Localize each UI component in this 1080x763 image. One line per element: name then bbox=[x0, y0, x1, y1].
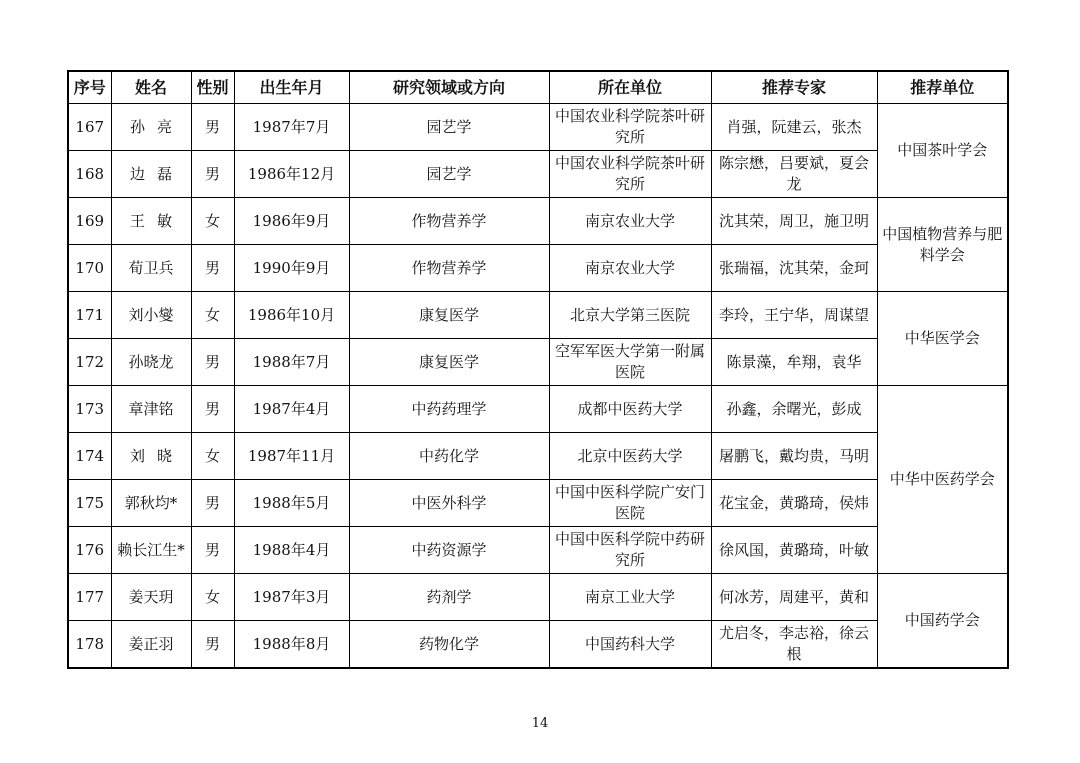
cell-birth: 1986年9月 bbox=[234, 198, 349, 245]
candidate-table bbox=[67, 70, 1009, 669]
cell-unit: 中国中医科学院中药研究所 bbox=[549, 527, 711, 574]
table-row bbox=[68, 480, 1008, 527]
cell-field: 中药化学 bbox=[349, 433, 549, 480]
cell-no: 171 bbox=[68, 292, 111, 339]
cell-gender: 男 bbox=[191, 151, 234, 198]
cell-gender: 女 bbox=[191, 292, 234, 339]
cell-birth: 1987年11月 bbox=[234, 433, 349, 480]
table-row bbox=[68, 433, 1008, 480]
cell-unit: 南京农业大学 bbox=[549, 245, 711, 292]
cell-name: 章津铭 bbox=[111, 386, 191, 433]
cell-no: 174 bbox=[68, 433, 111, 480]
cell-name: 边磊 bbox=[111, 151, 191, 198]
header-field: 研究领域或方向 bbox=[349, 71, 549, 104]
cell-field: 中医外科学 bbox=[349, 480, 549, 527]
header-gender: 性别 bbox=[191, 71, 234, 104]
cell-field: 康复医学 bbox=[349, 292, 549, 339]
page-number: 14 bbox=[531, 716, 549, 731]
header-unit: 所在单位 bbox=[549, 71, 711, 104]
cell-unit: 空军军医大学第一附属医院 bbox=[549, 339, 711, 386]
table-row bbox=[68, 151, 1008, 198]
cell-recommender: 中国药学会 bbox=[877, 574, 1008, 669]
cell-experts: 尤启冬，李志裕，徐云根 bbox=[711, 621, 877, 669]
cell-field: 药剂学 bbox=[349, 574, 549, 621]
cell-birth: 1988年7月 bbox=[234, 339, 349, 386]
cell-experts: 屠鹏飞，戴均贵，马明 bbox=[711, 433, 877, 480]
cell-unit: 南京工业大学 bbox=[549, 574, 711, 621]
cell-no: 175 bbox=[68, 480, 111, 527]
cell-experts: 何冰芳，周建平，黄和 bbox=[711, 574, 877, 621]
cell-unit: 中国中医科学院广安门医院 bbox=[549, 480, 711, 527]
cell-unit: 南京农业大学 bbox=[549, 198, 711, 245]
cell-field: 作物营养学 bbox=[349, 198, 549, 245]
table-row bbox=[68, 245, 1008, 292]
header-recommender: 推荐单位 bbox=[877, 71, 1008, 104]
table-row bbox=[68, 621, 1008, 669]
cell-unit: 中国农业科学院茶叶研究所 bbox=[549, 151, 711, 198]
cell-field: 中药药理学 bbox=[349, 386, 549, 433]
cell-experts: 孙鑫，余曙光，彭成 bbox=[711, 386, 877, 433]
cell-birth: 1987年7月 bbox=[234, 104, 349, 151]
header-birth: 出生年月 bbox=[234, 71, 349, 104]
table-row bbox=[68, 386, 1008, 433]
cell-experts: 花宝金，黄璐琦，侯炜 bbox=[711, 480, 877, 527]
cell-birth: 1988年8月 bbox=[234, 621, 349, 669]
cell-gender: 男 bbox=[191, 386, 234, 433]
header-experts: 推荐专家 bbox=[711, 71, 877, 104]
header-name: 姓名 bbox=[111, 71, 191, 104]
cell-birth: 1986年10月 bbox=[234, 292, 349, 339]
cell-gender: 男 bbox=[191, 527, 234, 574]
cell-name: 姜天玥 bbox=[111, 574, 191, 621]
cell-experts: 沈其荣，周卫，施卫明 bbox=[711, 198, 877, 245]
cell-gender: 女 bbox=[191, 198, 234, 245]
cell-experts: 张瑞福，沈其荣，金珂 bbox=[711, 245, 877, 292]
cell-experts: 徐风国，黄璐琦，叶敏 bbox=[711, 527, 877, 574]
cell-gender: 女 bbox=[191, 574, 234, 621]
cell-name: 荀卫兵 bbox=[111, 245, 191, 292]
cell-no: 178 bbox=[68, 621, 111, 669]
cell-name: 郭秋均* bbox=[111, 480, 191, 527]
table-row bbox=[68, 104, 1008, 151]
cell-recommender: 中华医学会 bbox=[877, 292, 1008, 386]
cell-birth: 1988年4月 bbox=[234, 527, 349, 574]
cell-no: 172 bbox=[68, 339, 111, 386]
cell-field: 作物营养学 bbox=[349, 245, 549, 292]
cell-birth: 1990年9月 bbox=[234, 245, 349, 292]
cell-name: 孙晓龙 bbox=[111, 339, 191, 386]
table-row bbox=[68, 527, 1008, 574]
cell-experts: 陈宗懋，吕要斌，夏会龙 bbox=[711, 151, 877, 198]
cell-no: 168 bbox=[68, 151, 111, 198]
cell-field: 园艺学 bbox=[349, 104, 549, 151]
cell-gender: 男 bbox=[191, 104, 234, 151]
cell-recommender: 中国茶叶学会 bbox=[877, 104, 1008, 198]
cell-gender: 女 bbox=[191, 433, 234, 480]
cell-no: 176 bbox=[68, 527, 111, 574]
cell-unit: 中国药科大学 bbox=[549, 621, 711, 669]
table-row bbox=[68, 292, 1008, 339]
cell-no: 169 bbox=[68, 198, 111, 245]
cell-gender: 男 bbox=[191, 621, 234, 669]
table-row bbox=[68, 574, 1008, 621]
cell-unit: 北京大学第三医院 bbox=[549, 292, 711, 339]
cell-name: 赖长江生* bbox=[111, 527, 191, 574]
cell-name: 刘晓 bbox=[111, 433, 191, 480]
cell-unit: 北京中医药大学 bbox=[549, 433, 711, 480]
cell-field: 园艺学 bbox=[349, 151, 549, 198]
cell-experts: 肖强，阮建云，张杰 bbox=[711, 104, 877, 151]
cell-no: 167 bbox=[68, 104, 111, 151]
cell-gender: 男 bbox=[191, 480, 234, 527]
cell-birth: 1987年4月 bbox=[234, 386, 349, 433]
cell-unit: 成都中医药大学 bbox=[549, 386, 711, 433]
cell-no: 170 bbox=[68, 245, 111, 292]
cell-birth: 1988年5月 bbox=[234, 480, 349, 527]
cell-experts: 李玲，王宁华，周谋望 bbox=[711, 292, 877, 339]
cell-birth: 1986年12月 bbox=[234, 151, 349, 198]
cell-experts: 陈景藻，牟翔，袁华 bbox=[711, 339, 877, 386]
cell-no: 177 bbox=[68, 574, 111, 621]
cell-field: 康复医学 bbox=[349, 339, 549, 386]
cell-field: 药物化学 bbox=[349, 621, 549, 669]
cell-name: 姜正羽 bbox=[111, 621, 191, 669]
cell-gender: 男 bbox=[191, 245, 234, 292]
cell-name: 孙亮 bbox=[111, 104, 191, 151]
cell-no: 173 bbox=[68, 386, 111, 433]
table-row bbox=[68, 198, 1008, 245]
cell-gender: 男 bbox=[191, 339, 234, 386]
cell-unit: 中国农业科学院茶叶研究所 bbox=[549, 104, 711, 151]
cell-recommender: 中国植物营养与肥料学会 bbox=[877, 198, 1008, 292]
cell-birth: 1987年3月 bbox=[234, 574, 349, 621]
cell-field: 中药资源学 bbox=[349, 527, 549, 574]
header-no: 序号 bbox=[68, 71, 111, 104]
cell-name: 王敏 bbox=[111, 198, 191, 245]
cell-recommender: 中华中医药学会 bbox=[877, 386, 1008, 574]
header-row bbox=[68, 71, 1008, 104]
cell-name: 刘小燮 bbox=[111, 292, 191, 339]
table-row bbox=[68, 339, 1008, 386]
